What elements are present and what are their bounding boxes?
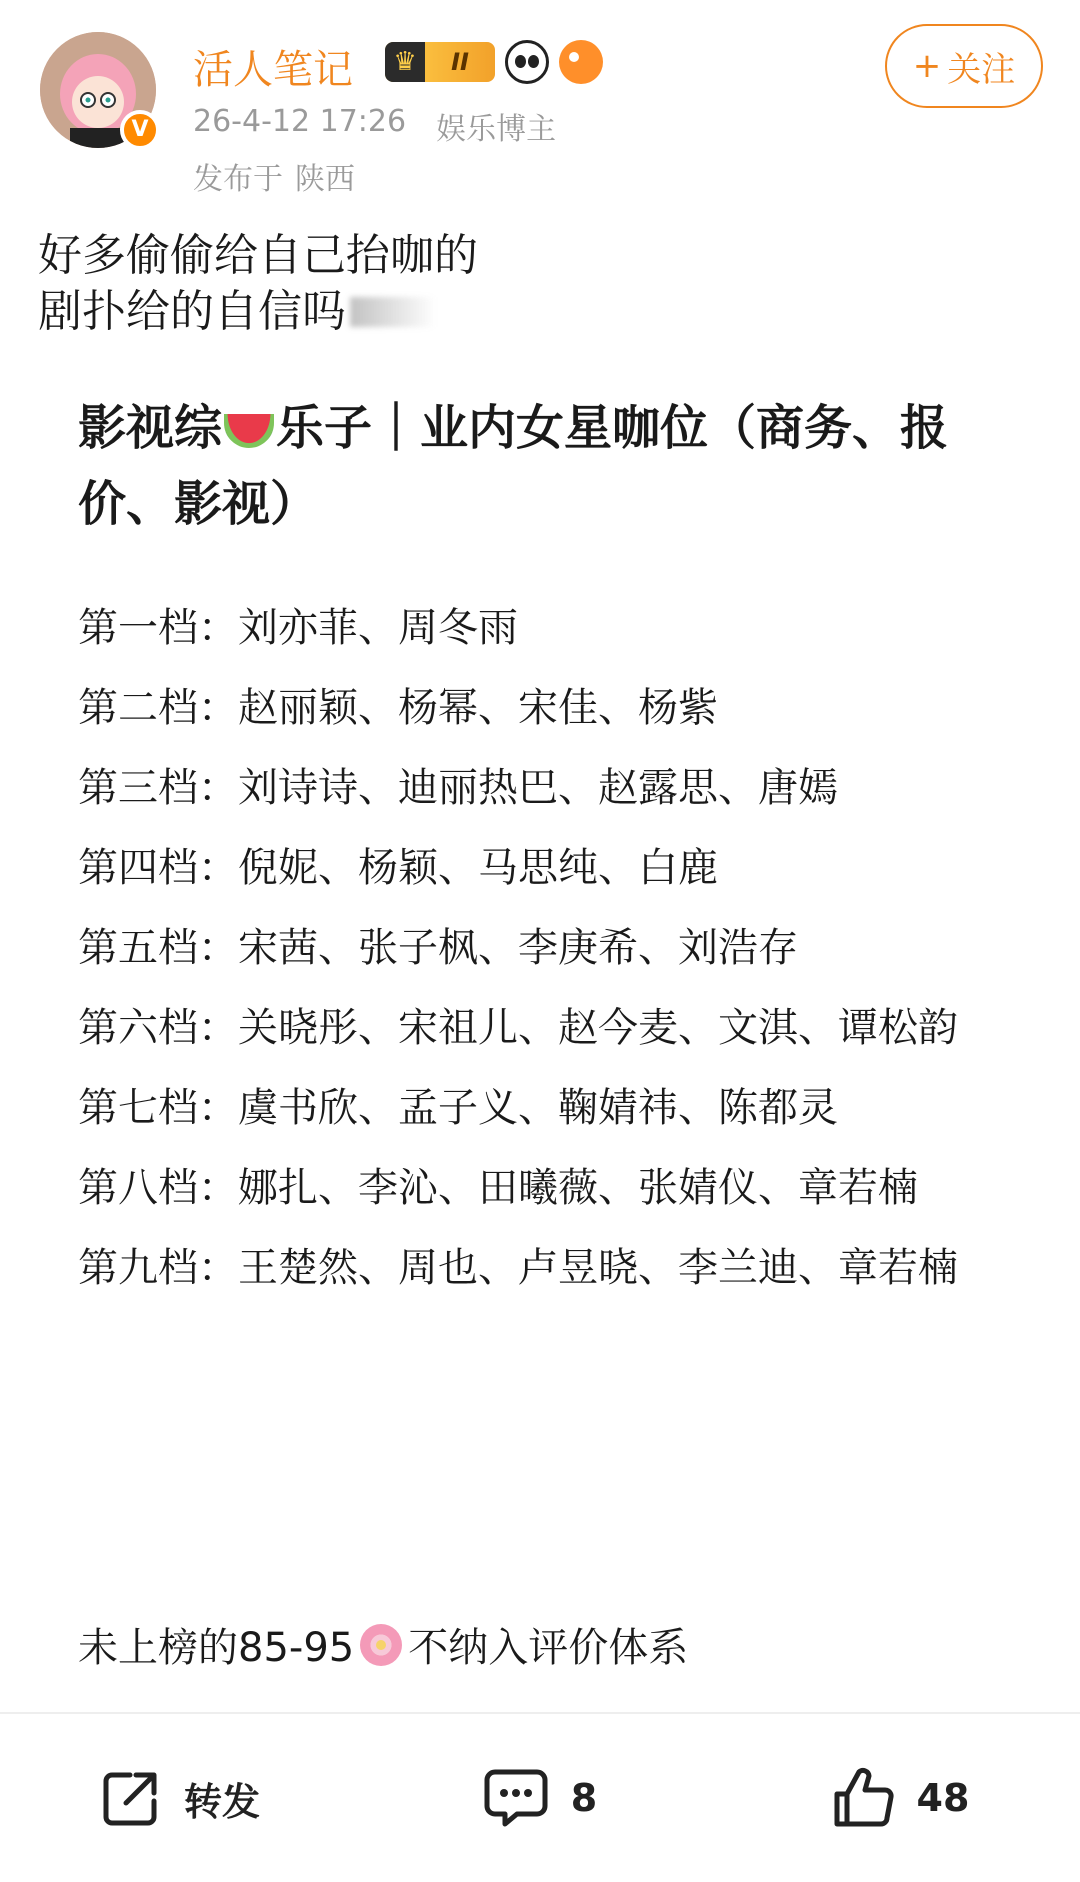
cherry-blossom-icon bbox=[356, 1620, 406, 1670]
comment-icon bbox=[483, 1766, 549, 1830]
like-count: 48 bbox=[916, 1776, 970, 1820]
tier-names: 赵丽颖、杨幂、宋佳、杨紫 bbox=[238, 685, 718, 731]
repost-label: 转发 bbox=[183, 1779, 260, 1824]
tier-label: 第九档： bbox=[78, 1245, 238, 1291]
tier-row bbox=[78, 1148, 1008, 1228]
tier-names: 虞书欣、孟子义、鞠婧祎、陈都灵 bbox=[238, 1085, 838, 1131]
post-meta bbox=[193, 104, 556, 148]
repost-icon bbox=[100, 1767, 162, 1829]
tier-row bbox=[78, 1228, 1008, 1308]
comment-count: 8 bbox=[570, 1776, 598, 1820]
user-tag: 娱乐博主 bbox=[436, 112, 557, 147]
like-button[interactable] bbox=[720, 1714, 1080, 1882]
tier-names: 王楚然、周也、卢昱晓、李兰迪、章若楠 bbox=[238, 1245, 958, 1291]
post-time: 26-4-12 17:26 bbox=[193, 104, 407, 139]
level-badge-text: II bbox=[451, 48, 469, 76]
image-title bbox=[78, 390, 978, 542]
panda-badge-icon[interactable] bbox=[505, 40, 549, 84]
tier-names: 刘诗诗、迪丽热巴、赵露思、唐嫣 bbox=[238, 765, 838, 811]
crown-icon: ♛ bbox=[385, 42, 425, 82]
location-value: 陕西 bbox=[295, 162, 355, 197]
post-text-line2: 剧扑给的自信吗 bbox=[38, 286, 346, 337]
follow-button[interactable] bbox=[885, 24, 1043, 108]
post-location bbox=[193, 154, 355, 198]
location-prefix: 发布于 bbox=[193, 162, 283, 197]
tier-label: 第四档： bbox=[78, 845, 238, 891]
tier-label: 第二档： bbox=[78, 685, 238, 731]
tier-names: 倪妮、杨颖、马思纯、白鹿 bbox=[238, 845, 718, 891]
tier-label: 第五档： bbox=[78, 925, 238, 971]
tier-names: 娜扎、李沁、田曦薇、张婧仪、章若楠 bbox=[238, 1165, 918, 1211]
username[interactable]: 活人笔记 bbox=[193, 47, 353, 93]
follow-label: 关注 bbox=[947, 49, 1016, 90]
footnote-part2: 不纳入评价体系 bbox=[408, 1625, 689, 1671]
tier-label: 第七档： bbox=[78, 1085, 238, 1131]
image-title-part1: 影视综 bbox=[78, 400, 223, 456]
level-badge[interactable] bbox=[385, 42, 495, 82]
tier-label: 第一档： bbox=[78, 605, 238, 651]
action-bar bbox=[0, 1714, 1080, 1882]
post-image[interactable] bbox=[6, 360, 1074, 1712]
tier-label: 第六档： bbox=[78, 1005, 238, 1051]
image-footnote bbox=[78, 1616, 688, 1673]
post-text-line2-wrap bbox=[38, 284, 436, 340]
plus-icon: + bbox=[912, 46, 942, 86]
image-title-part2: 乐子｜业内女星咖位（商务、报价、影视） bbox=[78, 400, 949, 532]
tier-row bbox=[78, 748, 1008, 828]
tier-names: 宋茜、张子枫、李庚希、刘浩存 bbox=[238, 925, 798, 971]
repost-button[interactable] bbox=[0, 1714, 360, 1882]
tier-row bbox=[78, 1068, 1008, 1148]
tier-row bbox=[78, 668, 1008, 748]
tier-names: 关晓彤、宋祖儿、赵今麦、文淇、谭松韵 bbox=[238, 1005, 958, 1051]
tier-label: 第三档： bbox=[78, 765, 238, 811]
watermelon-icon bbox=[224, 414, 274, 448]
verified-badge-icon: V bbox=[120, 110, 160, 150]
footnote-part1: 未上榜的85-95 bbox=[78, 1625, 355, 1671]
tier-names: 刘亦菲、周冬雨 bbox=[238, 605, 518, 651]
blurred-text-tail bbox=[350, 297, 436, 327]
tier-label: 第八档： bbox=[78, 1165, 238, 1211]
tier-row bbox=[78, 828, 1008, 908]
fish-badge-icon[interactable] bbox=[559, 40, 603, 84]
post-text-line1: 好多偷偷给自己抬咖的 bbox=[38, 230, 478, 281]
user-badges bbox=[385, 40, 603, 84]
post-text bbox=[38, 228, 478, 340]
tier-row bbox=[78, 908, 1008, 988]
comment-button[interactable] bbox=[360, 1714, 720, 1882]
tier-list bbox=[78, 588, 1008, 1308]
tier-row bbox=[78, 988, 1008, 1068]
tier-row bbox=[78, 588, 1008, 668]
thumbs-up-icon bbox=[831, 1766, 895, 1830]
